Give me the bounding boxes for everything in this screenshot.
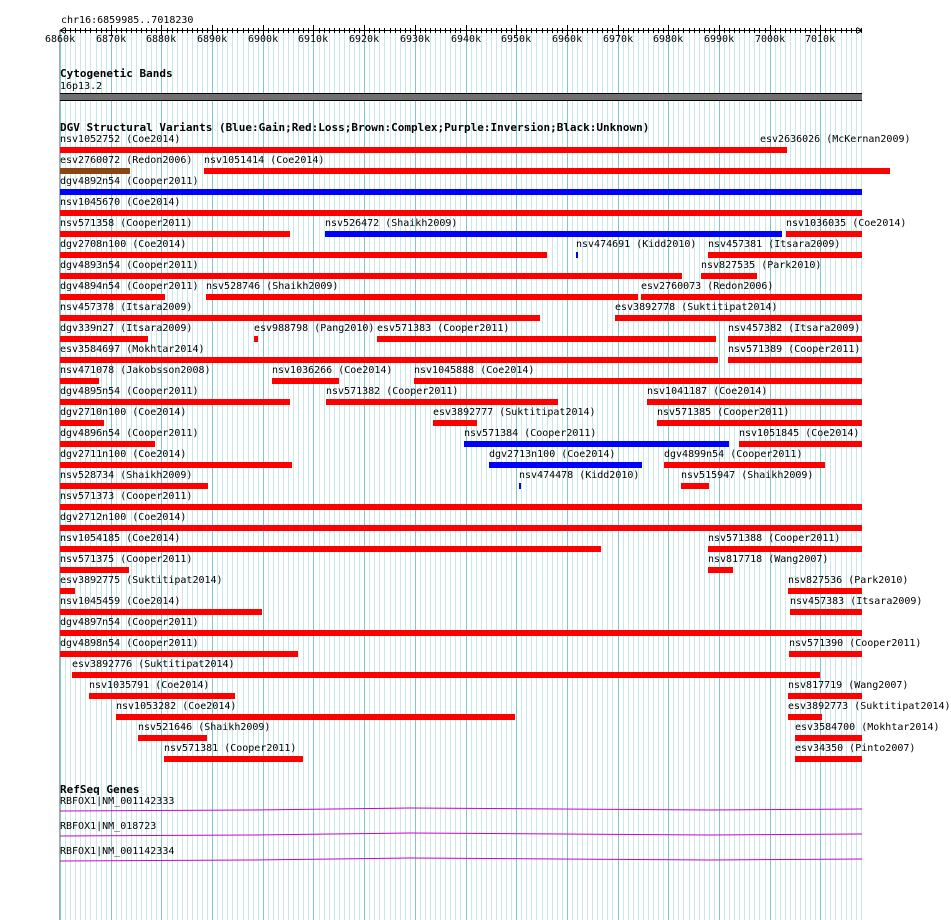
dgv-feature-label: esv3892777 (Suktitipat2014) [433, 407, 596, 418]
ruler-tick-label: 6880k [146, 34, 177, 45]
dgv-feature-label: dgv2708n100 (Coe2014) [60, 239, 187, 250]
dgv-feature-label: esv2636026 (McKernan2009) [760, 134, 911, 145]
dgv-feature-label: esv988798 (Pang2010) [254, 323, 375, 334]
dgv-feature-label: nsv571373 (Cooper2011) [60, 491, 193, 502]
dgv-feature-label: esv571383 (Cooper2011) [377, 323, 510, 334]
gene-model[interactable] [0, 803, 890, 815]
dgv-feature-label: nsv528746 (Shaikh2009) [206, 281, 339, 292]
dgv-feature-label: nsv817718 (Wang2007) [708, 554, 829, 565]
ruler-tick-label: 6870k [96, 34, 127, 45]
dgv-feature-label: dgv4898n54 (Cooper2011) [60, 638, 199, 649]
ruler-tick-label: 6940k [451, 34, 482, 45]
dgv-feature-label: nsv827535 (Park2010) [701, 260, 822, 271]
gene-model[interactable] [0, 853, 890, 865]
dgv-feature-label: nsv1051845 (Coe2014) [739, 428, 860, 439]
ruler-tick-label: 6980k [653, 34, 684, 45]
dgv-feature-label: esv3892775 (Suktitipat2014) [60, 575, 223, 586]
dgv-feature-label: nsv571385 (Cooper2011) [657, 407, 790, 418]
dgv-feature-label: dgv4892n54 (Cooper2011) [60, 176, 199, 187]
dgv-feature-label: nsv515947 (Shaikh2009) [681, 470, 814, 481]
dgv-feature-label: dgv2713n100 (Coe2014) [489, 449, 616, 460]
dgv-feature-label: nsv474478 (Kidd2010) [519, 470, 640, 481]
dgv-feature-label: nsv817719 (Wang2007) [788, 680, 909, 691]
dgv-feature-label: dgv4896n54 (Cooper2011) [60, 428, 199, 439]
dgv-feature-label: nsv571390 (Cooper2011) [789, 638, 922, 649]
dgv-feature-label: nsv571382 (Cooper2011) [326, 386, 459, 397]
dgv-feature-label: nsv1045670 (Coe2014) [60, 197, 181, 208]
ruler-tick-label: 6900k [248, 34, 279, 45]
dgv-feature-label: dgv2711n100 (Coe2014) [60, 449, 187, 460]
ruler-tick-label: 6890k [197, 34, 228, 45]
ruler-tick-label: 6910k [298, 34, 329, 45]
ruler-tick-label: 6970k [603, 34, 634, 45]
cytoband-track-title: Cytogenetic Bands [60, 67, 173, 80]
ruler-tick-label: 6990k [704, 34, 735, 45]
dgv-feature-label: dgv4894n54 (Cooper2011) [60, 281, 199, 292]
gene-label: RBFOX1|NM_001142334 [60, 846, 175, 857]
gene-intron-line [60, 808, 862, 811]
dgv-feature-label: nsv457382 (Itsara2009) [728, 323, 861, 334]
gene-intron-line [60, 833, 862, 836]
dgv-feature-label: nsv457381 (Itsara2009) [708, 239, 841, 250]
dgv-feature-label: nsv1035791 (Coe2014) [89, 680, 210, 691]
gene-intron-line [60, 858, 862, 861]
dgv-feature-label: dgv4897n54 (Cooper2011) [60, 617, 199, 628]
dgv-feature-label: dgv4893n54 (Cooper2011) [60, 260, 199, 271]
ruler-tick-label: 6930k [400, 34, 431, 45]
dgv-feature-label: dgv4899n54 (Cooper2011) [664, 449, 803, 460]
dgv-feature-label: esv2760072 (Redon2006) [60, 155, 193, 166]
dgv-feature-label: nsv571381 (Cooper2011) [164, 743, 297, 754]
dgv-feature-label: nsv474691 (Kidd2010) [576, 239, 697, 250]
dgv-feature-label: nsv1054185 (Coe2014) [60, 533, 181, 544]
ruler-tick-label: 7000k [755, 34, 786, 45]
dgv-feature-label: esv3892773 (Suktitipat2014) [788, 701, 951, 712]
refseq-track-title: RefSeq Genes [60, 783, 140, 796]
dgv-feature-label: dgv339n27 (Itsara2009) [60, 323, 193, 334]
dgv-feature-label: nsv571358 (Cooper2011) [60, 218, 193, 229]
dgv-feature-label: nsv457383 (Itsara2009) [790, 596, 923, 607]
dgv-feature-label: nsv1036035 (Coe2014) [786, 218, 907, 229]
cytoband-label: 16p13.2 [60, 81, 103, 92]
ruler-tick-label: 6920k [349, 34, 380, 45]
dgv-feature-label: dgv2710n100 (Coe2014) [60, 407, 187, 418]
dgv-feature-label: nsv1041187 (Coe2014) [647, 386, 768, 397]
dgv-feature-label: nsv571375 (Cooper2011) [60, 554, 193, 565]
dgv-feature-label: esv2760073 (Redon2006) [641, 281, 774, 292]
dgv-feature-label: nsv827536 (Park2010) [788, 575, 909, 586]
dgv-feature-label: nsv1045888 (Coe2014) [414, 365, 535, 376]
dgv-feature-label: esv3892778 (Suktitipat2014) [615, 302, 778, 313]
ruler-tick-label: 7010k [805, 34, 836, 45]
ruler-title: chr16:6859985..7018230 [61, 15, 194, 26]
gene-label: RBFOX1|NM_001142333 [60, 796, 175, 807]
dgv-feature-label: nsv571389 (Cooper2011) [728, 344, 861, 355]
dgv-track-title: DGV Structural Variants (Blue:Gain;Red:Loss;Brown:Complex;Purple:Inversion;Black:Unknown) [60, 121, 650, 134]
dgv-feature-label: esv3892776 (Suktitipat2014) [72, 659, 235, 670]
dgv-feature-label: esv34350 (Pinto2007) [795, 743, 916, 754]
dgv-feature-label: dgv4895n54 (Cooper2011) [60, 386, 199, 397]
dgv-feature-label: nsv571384 (Cooper2011) [464, 428, 597, 439]
dgv-feature-label: nsv526472 (Shaikh2009) [325, 218, 458, 229]
dgv-feature-label: nsv1051414 (Coe2014) [204, 155, 325, 166]
ruler-tick-label: 6960k [552, 34, 583, 45]
dgv-feature-label: nsv1052752 (Coe2014) [60, 134, 181, 145]
dgv-feature-label: esv3584700 (Mokhtar2014) [795, 722, 940, 733]
dgv-feature-label: nsv521646 (Shaikh2009) [138, 722, 271, 733]
dgv-feature-label: nsv471078 (Jakobsson2008) [60, 365, 211, 376]
dgv-feature-label: nsv1053282 (Coe2014) [116, 701, 237, 712]
dgv-feature-label: esv3584697 (Mokhtar2014) [60, 344, 205, 355]
dgv-feature-label: nsv1045459 (Coe2014) [60, 596, 181, 607]
dgv-feature-label: nsv457378 (Itsara2009) [60, 302, 193, 313]
dgv-feature-label: dgv2712n100 (Coe2014) [60, 512, 187, 523]
ruler-tick-label: 6860k [45, 34, 76, 45]
gene-model[interactable] [0, 828, 890, 840]
gene-label: RBFOX1|NM_018723 [60, 821, 157, 832]
dgv-feature-label: nsv571388 (Cooper2011) [708, 533, 841, 544]
dgv-feature-label: nsv528734 (Shaikh2009) [60, 470, 193, 481]
dgv-feature-label: nsv1036266 (Coe2014) [272, 365, 393, 376]
ruler-tick-label: 6950k [501, 34, 532, 45]
